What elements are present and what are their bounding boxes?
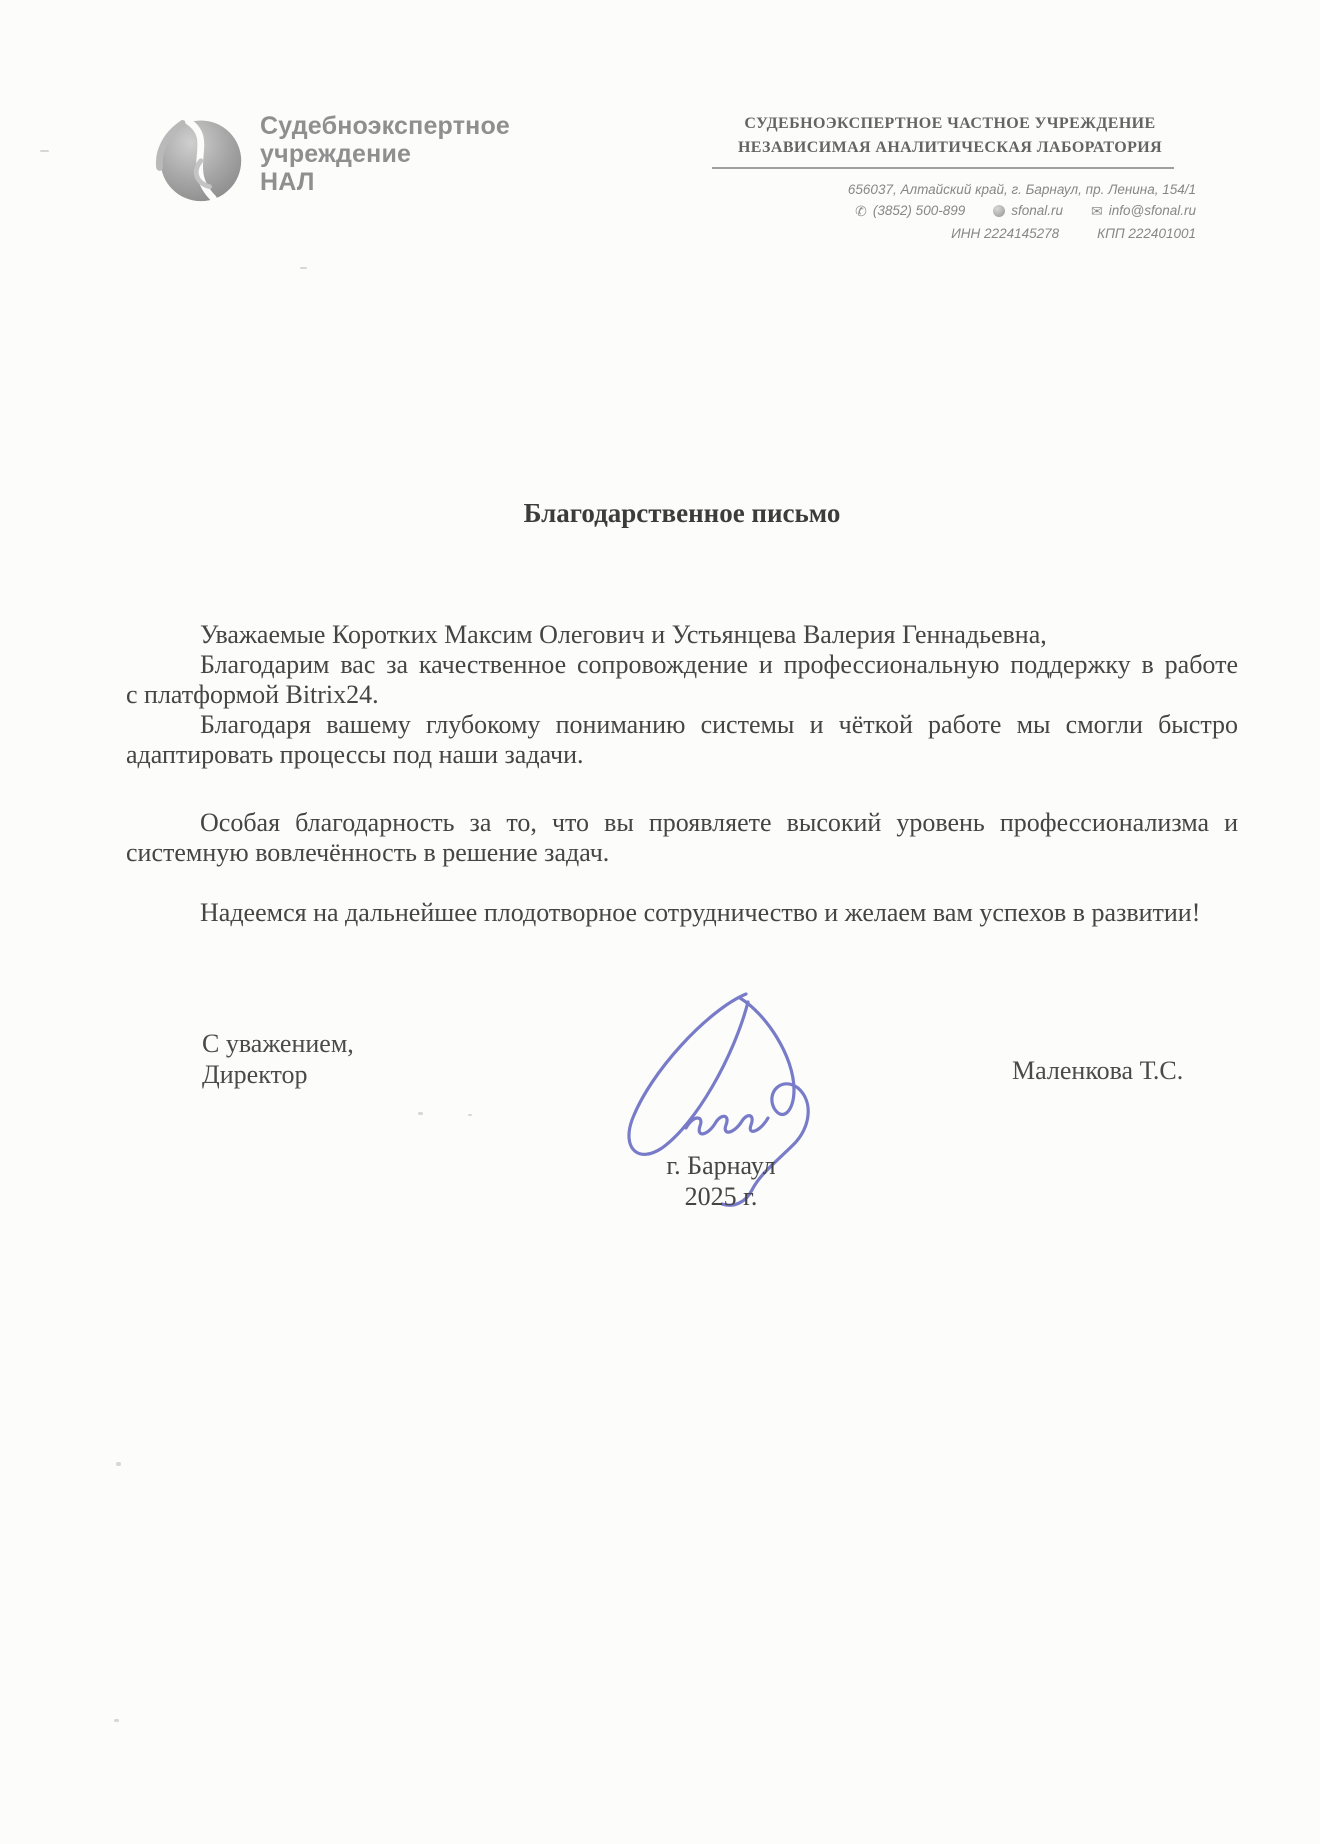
logo-text-line2: учреждение <box>260 140 412 168</box>
body-paragraphs-2 <box>126 808 1238 868</box>
website-item <box>993 203 1063 218</box>
letter-title: Благодарственное письмо <box>523 498 841 528</box>
city-line: г. Барнаул <box>666 1151 776 1180</box>
tax-ids-row <box>640 226 1196 241</box>
contact-row <box>640 203 1196 218</box>
signer-name: Маленкова Т.С. <box>1012 1056 1184 1085</box>
body-line: Надеемся на дальнейшее плодотворное сотрудничество и желаем вам успехов в развитии! <box>200 898 1201 927</box>
website-url: sfonal.ru <box>1011 203 1064 218</box>
org-name-line1: СУДЕБНОЭКСПЕРТНОЕ ЧАСТНОЕ УЧРЕЖДЕНИЕ <box>744 115 1156 132</box>
phone-icon: ✆ <box>855 202 867 219</box>
scan-speck <box>300 267 307 269</box>
globe-icon <box>993 205 1005 217</box>
header-divider <box>712 167 1174 169</box>
closing-position: Директор <box>202 1060 308 1089</box>
org-name-line2: НЕЗАВИСИМАЯ АНАЛИТИЧЕСКАЯ ЛАБОРАТОРИЯ <box>737 139 1163 156</box>
body-line: Благодаря вашему глубокому пониманию системы и чёткой работе мы смогли быстро <box>200 710 1238 739</box>
scan-speck <box>116 1462 121 1466</box>
inn-value: ИНН 2224145278 <box>951 226 1060 241</box>
logo-text-line3: НАЛ <box>260 168 315 196</box>
scan-speck <box>40 150 49 152</box>
address-line: 656037, Алтайский край, г. Барнаул, пр. Ленина, 154/1 <box>847 182 1196 197</box>
phone-number: (3852) 500-899 <box>872 203 966 218</box>
scan-speck <box>418 1112 423 1115</box>
city-year-block <box>571 1150 871 1212</box>
scan-speck <box>468 1114 472 1116</box>
body-line: Особая благодарность за то, что вы проявляете высокий уровень профессионализма и <box>200 808 1238 837</box>
body-paragraphs-1 <box>126 620 1238 770</box>
body-line: Благодарим вас за качественное сопровождение и профессиональную поддержку в работе <box>200 650 1238 679</box>
body-paragraphs-3 <box>126 898 1238 928</box>
closing-block <box>202 1028 354 1090</box>
kpp-value: КПП 222401001 <box>1097 226 1196 241</box>
email-address: info@sfonal.ru <box>1108 203 1196 218</box>
phone-item <box>855 203 965 218</box>
body-line: адаптировать процессы под наши задачи. <box>126 740 584 769</box>
scan-speck <box>114 1719 119 1722</box>
envelope-icon: ✉ <box>1091 202 1103 219</box>
year-line: 2025 г. <box>684 1182 758 1211</box>
nal-logo-icon <box>150 108 246 204</box>
closing-regards: С уважением, <box>202 1029 354 1058</box>
email-item <box>1091 203 1196 218</box>
body-line: Уважаемые Коротких Максим Олегович и Устьянцева Валерия Геннадьевна, <box>200 620 1047 649</box>
body-line: с платформой Bitrix24. <box>126 680 379 709</box>
org-name-block <box>704 112 1196 160</box>
logo-text <box>260 112 510 196</box>
body-line: системную вовлечённость в решение задач. <box>126 838 610 867</box>
logo-text-line1: Судебноэкспертное <box>260 112 511 140</box>
